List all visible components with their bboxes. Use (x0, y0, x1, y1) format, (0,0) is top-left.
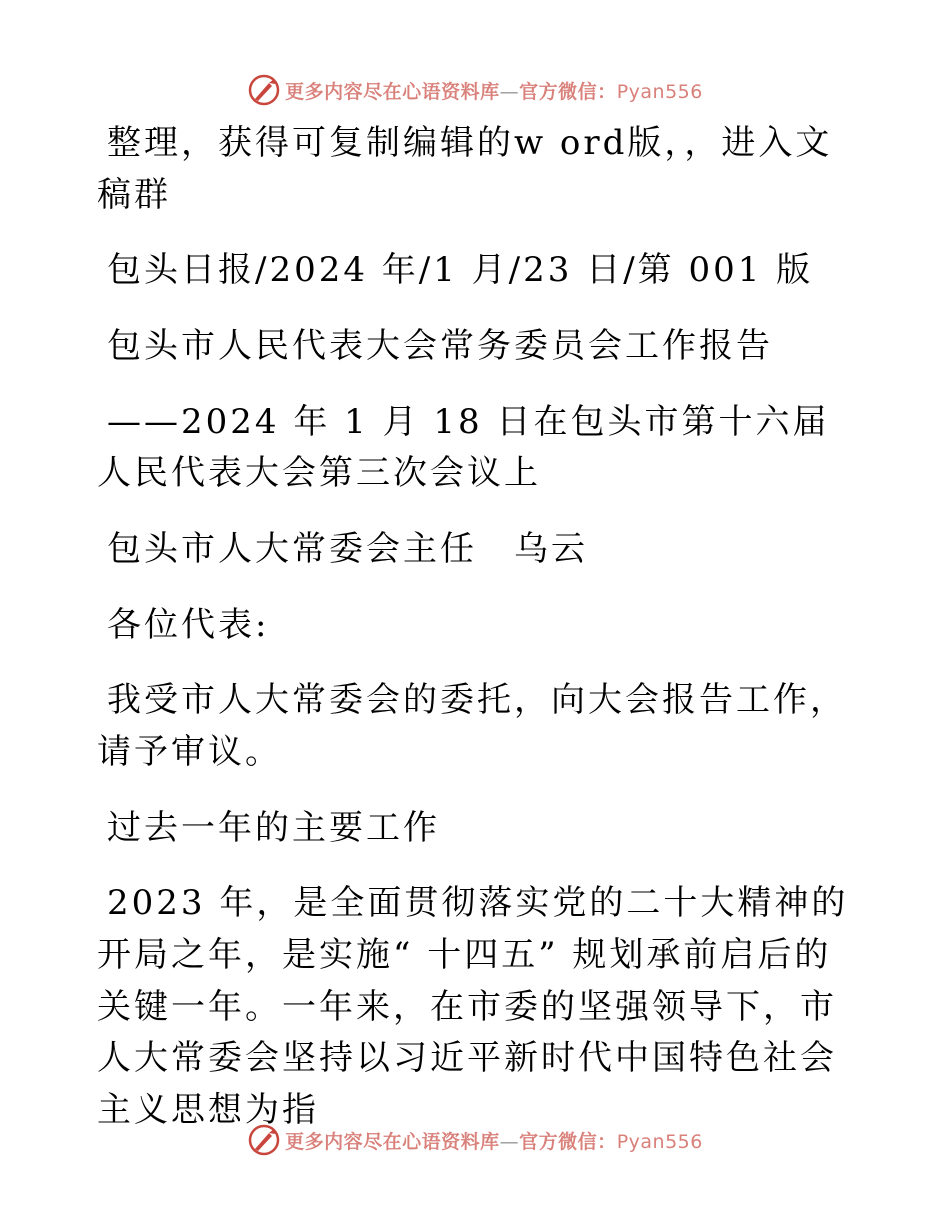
header-watermark (0, 70, 950, 110)
paragraph-body: 2023 年，是全面贯彻落实党的二十大精神的开局之年，是实施“ 十四五” 规划承前启后的关键一年。一年来，在市委的坚强领导下，市人大常委会坚持以习近平新时代中国特色社会主义思想为指 (97, 883, 849, 1131)
document-subtitle: ——2024 年 1 月 18 日在包头市第十六届人民代表大会第三次会议上 (97, 401, 830, 494)
document-body (97, 118, 857, 1161)
document-title: 包头市人民代表大会常务委员会工作报告 (107, 326, 773, 367)
watermark-text: 更多内容尽在心语资料库—官方微信：Pyan556 (285, 1130, 703, 1153)
paragraph-intro: 我受市人大常委会的委托，向大会报告工作，请予审议。 (97, 680, 847, 773)
footer-watermark (0, 1120, 950, 1160)
watermark-text: 更多内容尽在心语资料库—官方微信：Pyan556 (285, 80, 703, 103)
quill-pen-logo-icon (247, 73, 281, 107)
section-heading: 过去一年的主要工作 (107, 807, 440, 848)
salutation: 各位代表: (107, 604, 270, 645)
paragraph-note: 整理，获得可复制编辑的w ord版，，进入文稿群 (97, 123, 833, 215)
paragraph-source: 包头日报/2024 年/1 月/23 日/第 001 版 (107, 250, 814, 291)
document-author: 包头市人大常委会主任 乌云 (107, 529, 588, 570)
quill-pen-logo-icon (247, 1123, 281, 1157)
